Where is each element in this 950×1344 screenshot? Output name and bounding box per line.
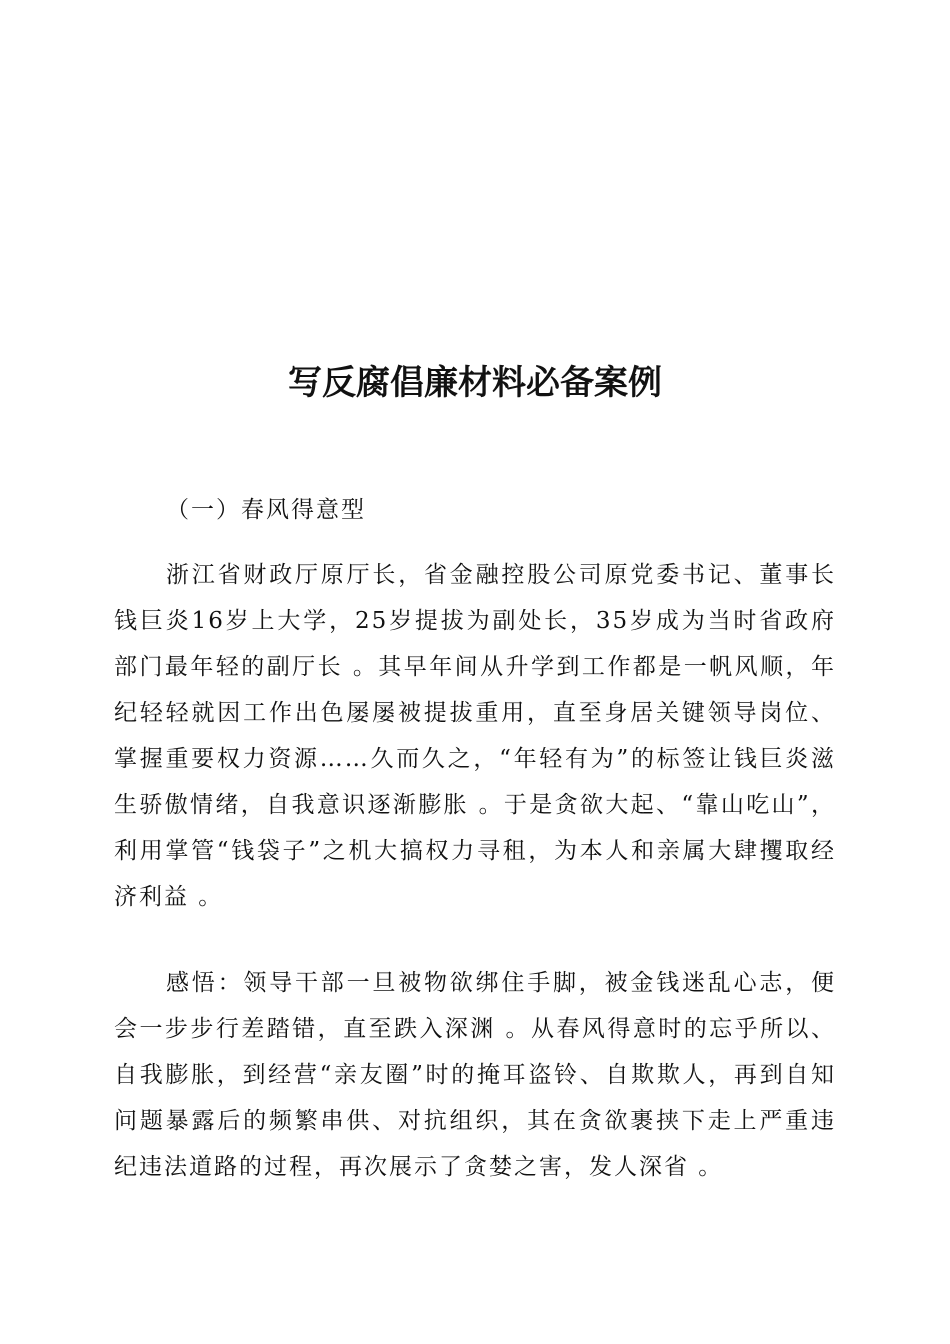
case-paragraph: 浙江省财政厅原厅长，省金融控股公司原党委书记、董事长钱巨炎16岁上大学，25岁提拔为副处长，35岁成为当时省政府部门最年轻的副厅长 。其早年间从升学到工作都是一帆风顺，年纪轻轻就因工作出色屡屡被提拔重用，直至身居关键领导岗位、掌握重要权力资源……久而久之，“年轻有为”的标签让钱巨炎滋生骄傲情绪，自我意识逐渐膨胀 。于是贪欲大起、“靠山吃山”，利用掌管“钱袋子”之机大搞权力寻租，为本人和亲属大肆攫取经济利益 。: [114, 562, 836, 910]
document-title: 写反腐倡廉材料必备案例: [288, 363, 662, 403]
section-heading: （一）春风得意型: [166, 497, 366, 523]
reflection-paragraph: 感悟：领导干部一旦被物欲绑住手脚，被金钱迷乱心志，便会一步步行差踏错，直至跌入深渊 。从春风得意时的忘乎所以、自我膨胀，到经营“亲友圈”时的掩耳盗铃、自欺欺人，再到自知问题暴露后的频繁串供、对抗组织，其在贪欲裹挟下走上严重违纪违法道路的过程，再次展示了贪婪之害，发人深省 。: [114, 970, 836, 1180]
